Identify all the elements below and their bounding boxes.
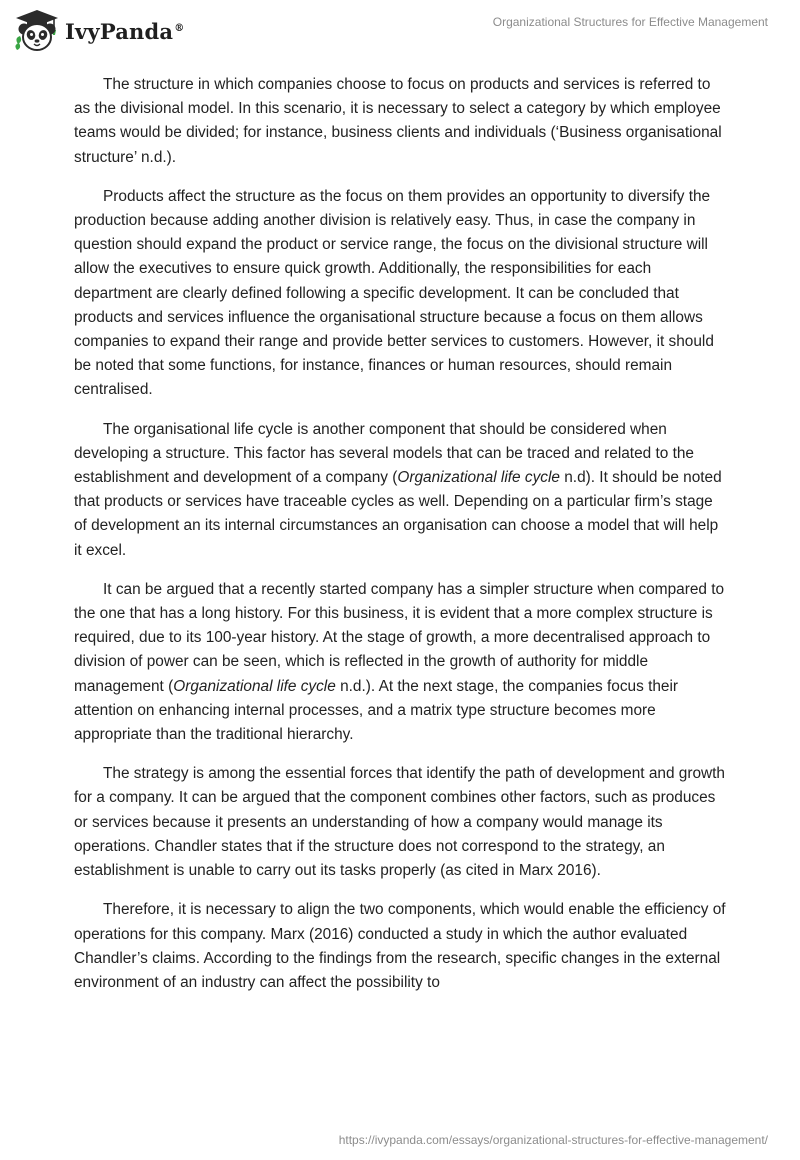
paragraph: The strategy is among the essential forces that identify the path of development and growth for a company. It can be argued that the component combines other factors, such as produces or services because it presents an understanding of how a company would manage its operations. Chandler states that if the structure does not correspond to the strategy, an establishment is unable to carry out its tasks properly (as cited in Marx 2016). <box>74 765 725 880</box>
footer-source-url[interactable]: https://ivypanda.com/essays/organizational-structures-for-effective-management/ <box>338 1133 768 1147</box>
essay-body <box>74 73 726 1010</box>
ivypanda-logo[interactable] <box>14 8 184 54</box>
logo-wordmark: IvyPanda® <box>65 18 185 44</box>
paragraph: Products affect the structure as the focus on them provides an opportunity to diversify the production because adding another division is relatively easy. Thus, in case the company in question should expand the product or service range, the focus on the divisional structure will allow the executives to ensure quick growth. Additionally, the responsibilities for each department are clearly defined following a specific development. It can be concluded that products and services influence the organisational structure because a focus on them allows companies to expand their range and provide better services to customers. However, it should be noted that some functions, for instance, finances or human resources, should remain centralised. <box>74 187 714 399</box>
page-header <box>0 0 800 62</box>
paragraph: The organisational life cycle is another component that should be considered when developing a structure. This factor has several models that can be traced and related to the establishment and development of a company (Organizational life cycle n.d). It should be noted that products or services have traceable cycles as well. Depending on a particular firm’s stage of development an its internal circumstances an organisation can choose a model that will help it excel. <box>74 420 722 559</box>
paragraph: The structure in which companies choose to focus on products and services is referred to as the divisional model. In this scenario, it is necessary to select a category by which employee teams would be divided; for instance, business clients and individuals (‘Business organisational structure’ n.d.). <box>74 76 722 166</box>
panda-graduation-cap-icon <box>14 8 60 54</box>
citation-title: Organizational life cycle <box>173 677 336 695</box>
paragraph: Therefore, it is necessary to align the two components, which would enable the efficiency of operations for this company. Marx (2016) conducted a study in which the author evaluated Chandler’s claims. According to the findings from the research, specific changes in the external environment of an industry can affect the possibility to <box>74 901 726 991</box>
paragraph: It can be argued that a recently started company has a simpler structure when compared to the one that has a long history. For this business, it is evident that a more complex structure is required, due to its 100-year history. At the stage of growth, a more decentralised approach to division of power can be seen, which is reflected in the growth of authority for middle management (Organizational life cycle n.d.). At the next stage, the companies focus their attention on enhancing internal processes, and a matrix type structure becomes more appropriate than the traditional hierarchy. <box>74 580 725 744</box>
citation-title: Organizational life cycle <box>397 469 560 487</box>
document-title: Organizational Structures for Effective Management <box>492 15 768 29</box>
